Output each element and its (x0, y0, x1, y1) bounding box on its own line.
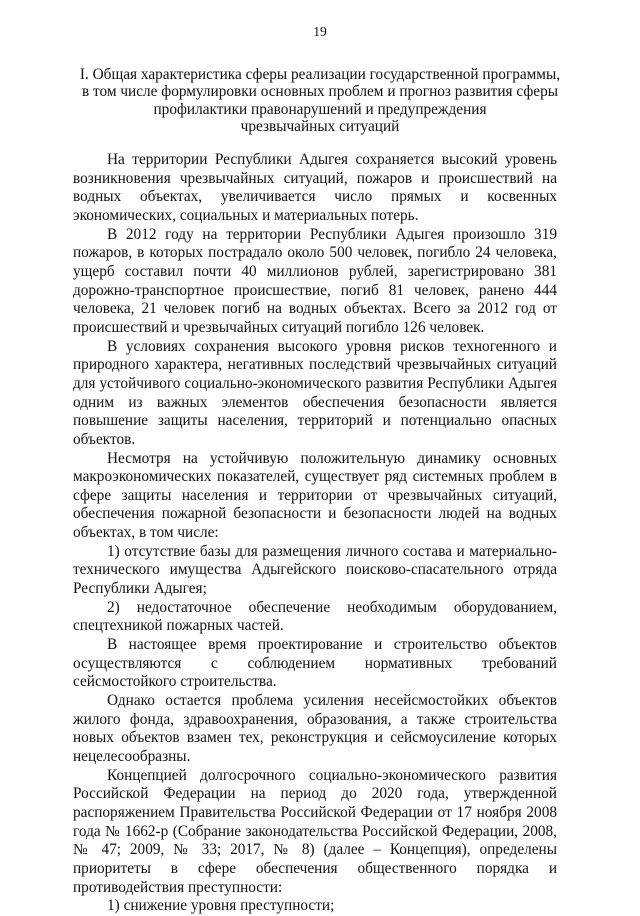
paragraph-systemic-problems: Несмотря на устойчивую положительную динамику основных макроэкономических показателей, существует ряд системных проблем в сфере защиты населения и территории от чрезвычайных ситуаций, обеспечения пожарной безопасности и безопасности людей на водных объектах, в том числе: (73, 449, 557, 542)
section-heading-line: профилактики правонарушений и предупреждения (153, 100, 487, 118)
list-item-problem-2: 2) недостаточное обеспечение необходимым оборудованием, спецтехникой пожарных частей. (73, 598, 557, 635)
paragraph-statistics-2012: В 2012 году на территории Республики Адыгея произошло 319 пожаров, в которых пострадало около 500 человек, погибло 24 человека, ущерб составил почти 40 миллионов рублей, зарегистрировано 381 дорожно-транспортное происшествие, погиб 81 человек, ранено 444 человека, 21 человек погиб на водных объектах. Всего за 2012 год от происшествий и чрезвычайных ситуаций погибло 126 человек. (73, 225, 557, 336)
section-heading (60, 66, 580, 136)
section-heading-line: в том числе формулировки основных проблем и прогноз развития сферы (81, 83, 559, 101)
list-item-priority-1: 1) снижение уровня преступности; (107, 897, 335, 915)
list-item-problem-1: 1) отсутствие базы для размещения личного состава и материально-технического имущества Адыгейского поисково-спасательного отряда Республики Адыгея; (73, 542, 557, 598)
page-number: 19 (313, 24, 327, 39)
section-heading-line: чрезвычайных ситуаций (240, 118, 400, 136)
paragraph-concept: Концепцией долгосрочного социально-экономического развития Российской Федерации на период до 2020 года, утвержденной распоряжением Правительства Российской Федерации от 17 ноября 2008 года № 1662-р (Собрание законодательства Российской Федерации, 2008, № 47; 2009, № 33; 2017, № 8) (далее – Концепция), определены приоритеты в сфере обеспечения общественного порядка и противодействия преступности: (73, 766, 557, 896)
paragraph-risk-conditions: В условиях сохранения высокого уровня рисков техногенного и природного характера, негативных последствий чрезвычайных ситуаций для устойчивого социально-экономического развития Республики Адыгея одним из важных элементов обеспечения безопасности является повышение защиты населения, территорий и потенциально опасных объектов. (73, 337, 557, 448)
paragraph-seismic-reinforcement: Однако остается проблема усиления несейсмостойких объектов жилого фонда, здравоохранения, образования, а также строительства новых объектов взамен тех, реконструкция и сейсмоусиление которых нецелесообразны. (73, 692, 557, 765)
body-text (73, 151, 557, 916)
paragraph-intro: На территории Республики Адыгея сохраняется высокий уровень возникновения чрезвычайных ситуаций, пожаров и происшествий на водных объектах, увеличивается число прямых и косвенных экономических, социальных и материальных потерь. (73, 151, 557, 224)
paragraph-seismic-construction: В настоящее время проектирование и строительство объектов осуществляются с соблюдением нормативных требований сейсмостойкого строительства. (73, 636, 557, 691)
section-heading-line: I. Общая характеристика сферы реализации государственной программы, (79, 66, 561, 83)
